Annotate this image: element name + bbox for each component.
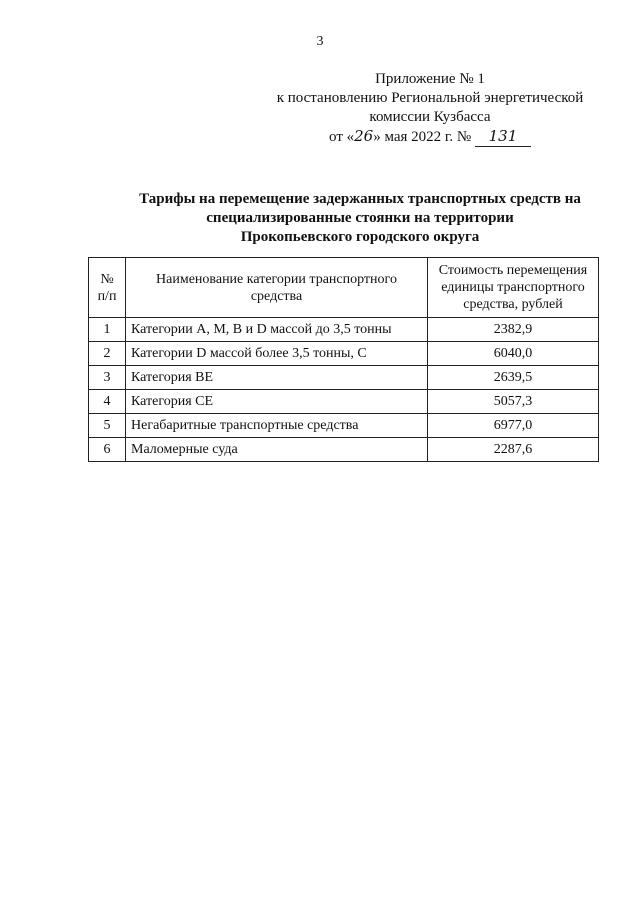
table-row <box>89 342 599 366</box>
date-middle: » мая 2022 г. № <box>373 129 472 145</box>
appendix-reference: к постановлению Региональной энергетической <box>276 90 584 106</box>
header-name: Наименование категории транспортного средства <box>126 258 428 318</box>
row-price: 5057,3 <box>428 390 599 414</box>
appendix-commission: комиссии Кузбасса <box>369 109 491 125</box>
title-line-3: Прокопьевского городского округа <box>240 229 480 245</box>
row-price: 2382,9 <box>428 318 599 342</box>
title-line-2: специализированные стоянки на территории <box>206 210 514 226</box>
table-row <box>89 414 599 438</box>
table-row <box>89 366 599 390</box>
table-row <box>89 390 599 414</box>
row-price: 6040,0 <box>428 342 599 366</box>
date-prefix: от « <box>329 129 355 145</box>
row-name: Категория BE <box>126 366 428 390</box>
appendix-header <box>270 70 590 147</box>
row-price: 6977,0 <box>428 414 599 438</box>
row-num: 1 <box>89 318 126 342</box>
header-num: № п/п <box>89 258 126 318</box>
document-title <box>60 190 640 247</box>
handwritten-number: 131 <box>475 127 531 147</box>
row-name: Категория CE <box>126 390 428 414</box>
row-name: Маломерные суда <box>126 438 428 462</box>
row-price: 2287,6 <box>428 438 599 462</box>
page-number: 3 <box>316 34 324 49</box>
handwritten-day: 26 <box>354 127 374 145</box>
tariffs-table <box>88 257 599 462</box>
appendix-title: Приложение № 1 <box>375 71 485 87</box>
table-header-row <box>89 258 599 318</box>
table-row <box>89 438 599 462</box>
title-line-1: Тарифы на перемещение задержанных транспортных средств на <box>139 191 581 207</box>
appendix-date-line <box>270 127 590 147</box>
row-name: Категории A, M, B и D массой до 3,5 тонны <box>126 318 428 342</box>
row-num: 2 <box>89 342 126 366</box>
row-num: 5 <box>89 414 126 438</box>
table-row <box>89 318 599 342</box>
row-num: 6 <box>89 438 126 462</box>
row-price: 2639,5 <box>428 366 599 390</box>
row-num: 3 <box>89 366 126 390</box>
row-num: 4 <box>89 390 126 414</box>
row-name: Категории D массой более 3,5 тонны, C <box>126 342 428 366</box>
header-price: Стоимость перемещения единицы транспортного средства, рублей <box>428 258 599 318</box>
row-name: Негабаритные транспортные средства <box>126 414 428 438</box>
